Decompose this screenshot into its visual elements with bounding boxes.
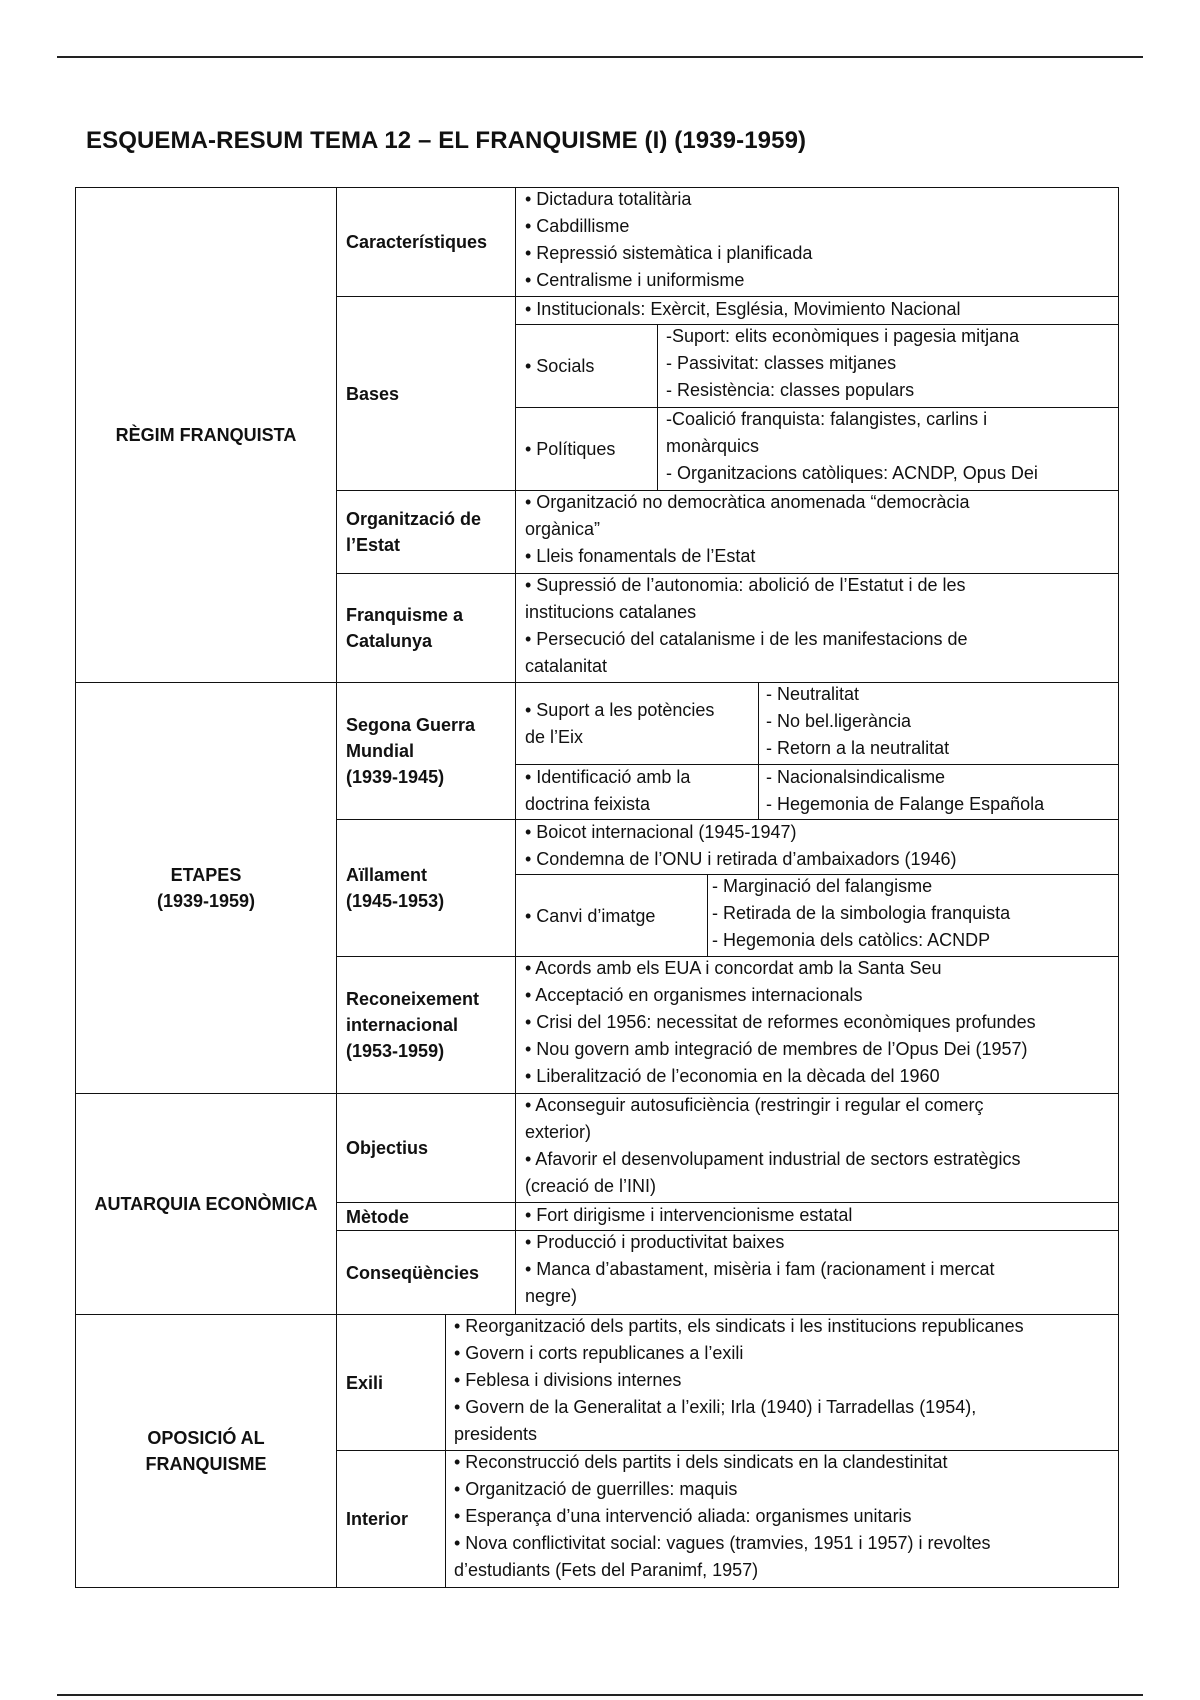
organitzacio-label <box>346 490 516 574</box>
label-line: Catalunya <box>346 631 433 651</box>
list-item: • Institucionals: Exèrcit, Església, Movimiento Nacional <box>525 299 961 319</box>
politiques-list <box>666 406 1116 487</box>
label-line: Segona Guerra <box>346 715 476 735</box>
catalunya-list <box>525 572 1115 680</box>
list-item: • Organització de guerrilles: maquis <box>454 1479 738 1499</box>
label-line: • Identificació amb la <box>525 767 691 787</box>
bases-label: Bases <box>346 383 400 404</box>
list-item: - Nacionalsindicalisme <box>766 767 946 787</box>
list-item: - Retirada de la simbologia franquista <box>712 903 1011 923</box>
label-line: l’Estat <box>346 535 401 555</box>
list-item: presidents <box>454 1424 538 1444</box>
label-line: FRANQUISME <box>145 1454 267 1474</box>
list-item: • Producció i productivitat baixes <box>525 1232 785 1252</box>
list-item: • Liberalització de l’economia en la dècada del 1960 <box>525 1066 940 1086</box>
list-item: • Reorganització dels partits, els sindicats i les institucions republicanes <box>454 1316 1024 1336</box>
list-item: • Repressió sistemàtica i planificada <box>525 243 813 263</box>
list-item: • Supressió de l’autonomia: abolició de l’Estatut i de les <box>525 575 966 595</box>
canvi-list <box>712 873 1116 954</box>
list-item: • Acords amb els EUA i concordat amb la Santa Seu <box>525 958 942 978</box>
interior-list <box>454 1449 1118 1584</box>
label-line: Franquisme a <box>346 605 464 625</box>
label-line: (1939-1945) <box>346 767 445 787</box>
socials-list <box>666 323 1116 404</box>
list-item: • Persecució del catalanisme i de les manifestacions de <box>525 629 968 649</box>
document-title: ESQUEMA-RESUM TEMA 12 – EL FRANQUISME (I) (1939-1959) <box>86 127 807 154</box>
list-item: (creació de l’INI) <box>525 1176 657 1196</box>
oposicio-category-label <box>75 1314 337 1588</box>
list-item: - Marginació del falangisme <box>712 876 933 896</box>
autarquia-category-label: AUTARQUIA ECONÒMICA <box>94 1194 318 1214</box>
list-item: • Govern de la Generalitat a l’exili; Irla (1940) i Tarradellas (1954), <box>454 1397 977 1417</box>
exili-list <box>454 1313 1118 1448</box>
metode-label: Mètode <box>346 1206 409 1227</box>
list-item: orgànica” <box>525 519 601 539</box>
list-item: - No bel.ligerància <box>766 711 912 731</box>
list-item: institucions catalanes <box>525 602 697 622</box>
list-item: catalanitat <box>525 656 608 676</box>
list-item: • Feblesa i divisions internes <box>454 1370 682 1390</box>
label-line: (1945-1953) <box>346 891 445 911</box>
list-item: negre) <box>525 1286 578 1306</box>
label-line: Reconeixement <box>346 989 480 1009</box>
list-item: • Condemna de l’ONU i retirada d’ambaixadors (1946) <box>525 849 957 869</box>
metode-list <box>525 1202 1115 1229</box>
list-item: • Afavorir el desenvolupament industrial de sectors estratègics <box>525 1149 1021 1169</box>
caracteristiques-list <box>525 186 1115 294</box>
list-item: • Govern i corts republicanes a l’exili <box>454 1343 744 1363</box>
list-item: • Crisi del 1956: necessitat de reformes econòmiques profundes <box>525 1012 1036 1032</box>
etapes-category-label <box>75 682 337 1094</box>
label-line: de l’Eix <box>525 726 584 747</box>
header-rule <box>57 56 1143 58</box>
suport-label <box>525 682 755 765</box>
label-line: ETAPES <box>170 865 242 885</box>
exili-label: Exili <box>346 1372 384 1393</box>
institucionals-list <box>525 296 1115 323</box>
list-item: • Aconseguir autosuficiència (restringir i regular el comerç <box>525 1095 984 1115</box>
identificacio-list <box>766 764 1116 818</box>
regim-category-label: RÈGIM FRANQUISTA <box>115 425 297 445</box>
list-item: • Nou govern amb integració de membres de l’Opus Dei (1957) <box>525 1039 1028 1059</box>
list-item: exterior) <box>525 1122 592 1142</box>
consequencies-list <box>525 1229 1115 1310</box>
consequencies-label: Conseqüències <box>346 1262 480 1283</box>
list-item: d’estudiants (Fets del Paranimf, 1957) <box>454 1560 759 1580</box>
list-item: • Boicot internacional (1945-1947) <box>525 822 797 842</box>
list-item: - Neutralitat <box>766 684 860 704</box>
list-item: • Dictadura totalitària <box>525 189 692 209</box>
list-item: - Hegemonia dels catòlics: ACNDP <box>712 930 991 950</box>
list-item: monàrquics <box>666 436 760 456</box>
objectius-label: Objectius <box>346 1138 429 1158</box>
list-item: • Esperança d’una intervenció aliada: organismes unitaris <box>454 1506 912 1526</box>
list-item: • Fort dirigisme i intervencionisme estatal <box>525 1205 853 1225</box>
objectius-list <box>525 1092 1115 1200</box>
label-line: Mundial <box>346 741 414 761</box>
label-line: • Suport a les potències <box>525 699 715 720</box>
list-item: - Passivitat: classes mitjanes <box>666 353 897 373</box>
label-line: Aïllament <box>346 865 428 885</box>
guerra-label <box>346 682 516 820</box>
interior-label: Interior <box>346 1509 409 1529</box>
list-item: - Organitzacions catòliques: ACNDP, Opus Dei <box>666 463 1038 483</box>
footer-rule <box>57 1694 1143 1696</box>
reconeixement-list <box>525 955 1117 1090</box>
list-item: • Reconstrucció dels partits i dels sindicats en la clandestinitat <box>454 1452 948 1472</box>
reconeixement-label <box>346 956 516 1094</box>
canvi-label: • Canvi d’imatge <box>525 905 656 926</box>
list-item: - Resistència: classes populars <box>666 380 915 400</box>
label-line: internacional <box>346 1015 459 1035</box>
list-item: -Coalició franquista: falangistes, carlins i <box>666 409 988 429</box>
label-line: Organització de <box>346 509 482 529</box>
organitzacio-list <box>525 489 1115 570</box>
catalunya-label <box>346 573 516 683</box>
suport-list <box>766 681 1116 762</box>
list-item: • Cabdillisme <box>525 216 630 236</box>
label-line: (1939-1959) <box>156 891 256 911</box>
list-item: -Suport: elits econòmiques i pagesia mitjana <box>666 326 1020 346</box>
aillament-label <box>346 819 516 957</box>
list-item: - Retorn a la neutralitat <box>766 738 950 758</box>
label-line: doctrina feixista <box>525 794 651 814</box>
socials-label: • Socials <box>525 356 595 376</box>
list-item: - Hegemonia de Falange Española <box>766 794 1045 814</box>
identificacio-label <box>525 764 755 818</box>
caracteristiques-label: Característiques <box>346 232 488 252</box>
politiques-label: • Polítiques <box>525 439 616 459</box>
label-line: (1953-1959) <box>346 1041 445 1061</box>
list-item: • Centralisme i uniformisme <box>525 270 745 290</box>
list-item: • Lleis fonamentals de l’Estat <box>525 546 756 566</box>
list-item: • Nova conflictivitat social: vagues (tramvies, 1951 i 1957) i revoltes <box>454 1533 991 1553</box>
list-item: • Organització no democràtica anomenada “democràcia <box>525 492 970 512</box>
aillament-list <box>525 819 1115 873</box>
label-line: OPOSICIÓ AL <box>147 1428 265 1448</box>
list-item: • Acceptació en organismes internacionals <box>525 985 863 1005</box>
list-item: • Manca d’abastament, misèria i fam (racionament i mercat <box>525 1259 995 1279</box>
